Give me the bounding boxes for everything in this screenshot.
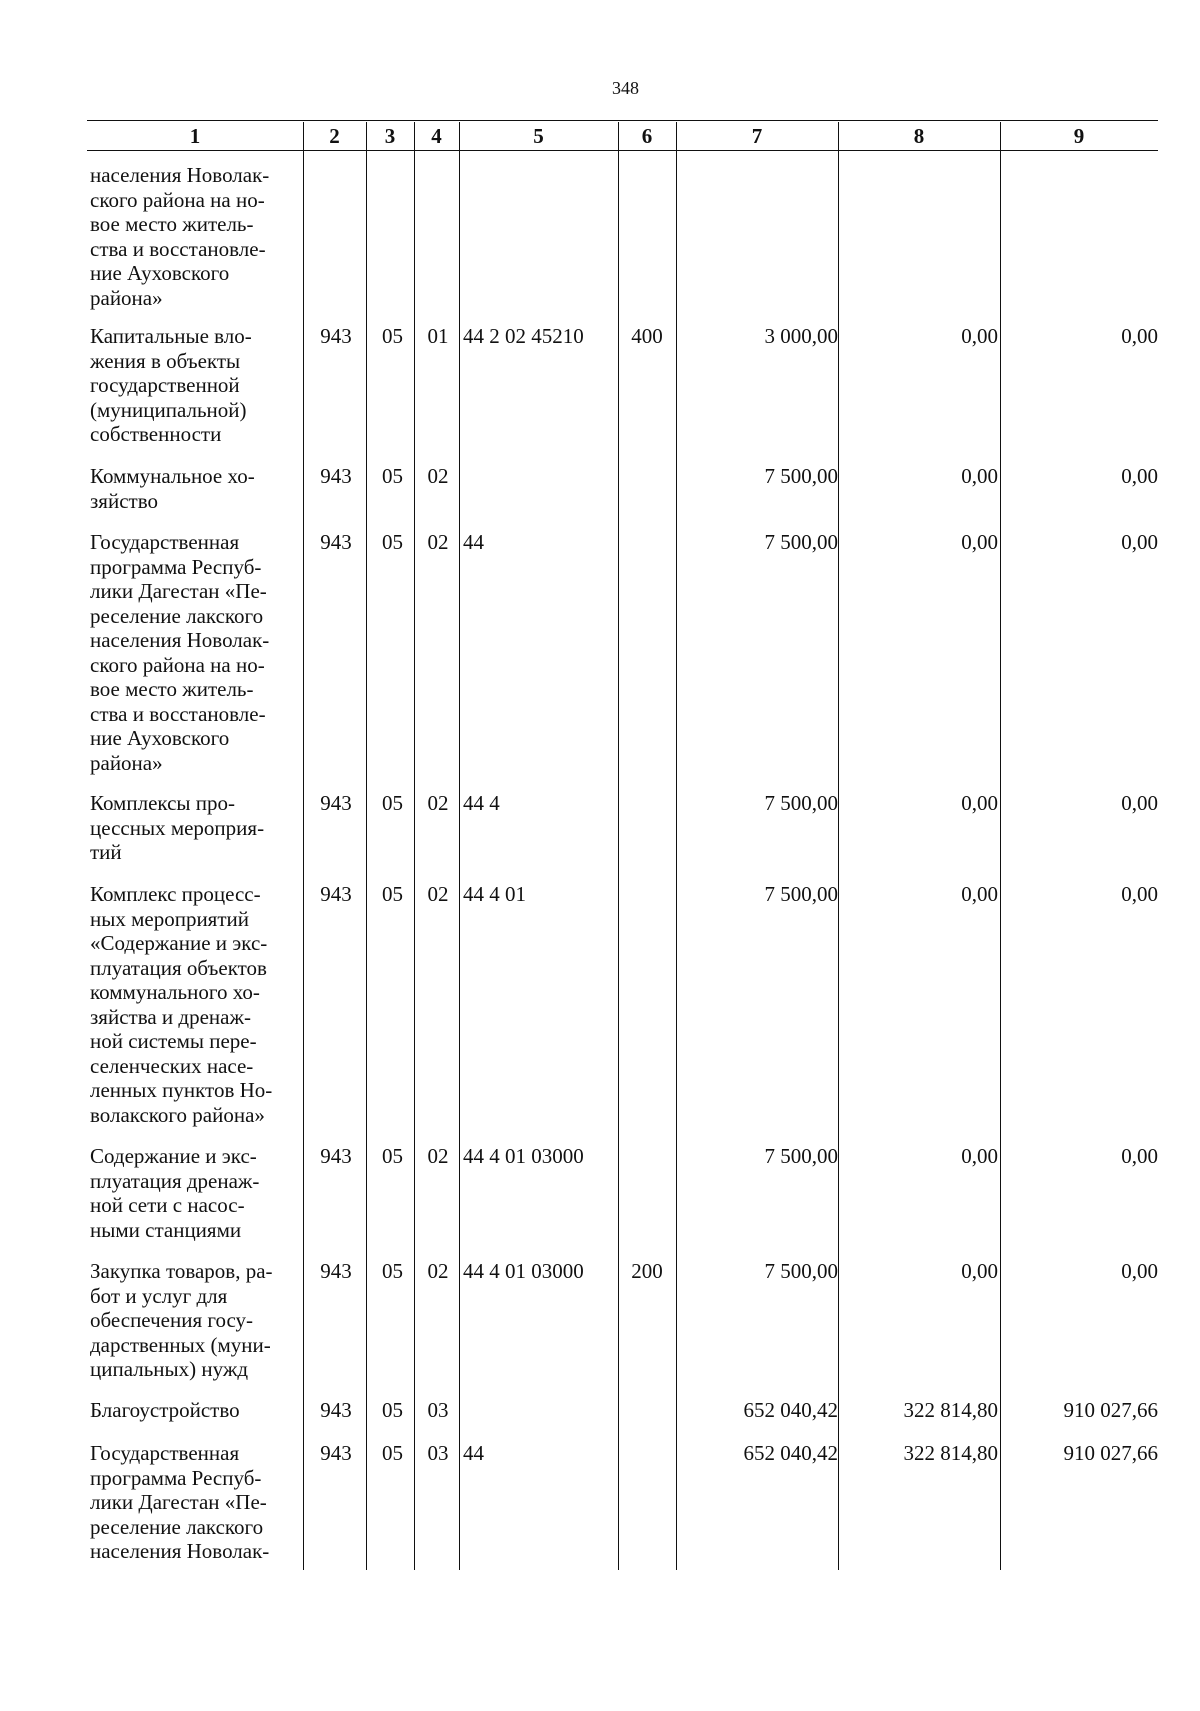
row-name: Содержание и экс- плуатация дренаж- ной сети с насос- ными станциями <box>90 1144 260 1242</box>
subsection-code: 02 <box>427 1144 449 1168</box>
amount-col-7: 652 040,42 <box>743 1398 838 1422</box>
admin-code: 943 <box>320 1259 352 1283</box>
section-code: 05 <box>382 324 403 348</box>
column-divider <box>459 122 460 1570</box>
amount-col-9: 910 027,66 <box>1063 1398 1158 1422</box>
amount-col-7: 7 500,00 <box>764 1144 838 1168</box>
admin-code: 943 <box>320 464 352 488</box>
section-code: 05 <box>382 1259 403 1283</box>
admin-code: 943 <box>320 1441 352 1465</box>
amount-col-8: 322 814,80 <box>903 1441 998 1465</box>
target-article-code: 44 4 01 <box>463 882 526 906</box>
amount-col-7: 652 040,42 <box>743 1441 838 1465</box>
column-header: 4 <box>431 124 442 148</box>
admin-code: 943 <box>320 1144 352 1168</box>
subsection-code: 02 <box>427 882 449 906</box>
amount-col-8: 0,00 <box>961 1144 998 1168</box>
subsection-code: 02 <box>427 1259 449 1283</box>
admin-code: 943 <box>320 530 352 554</box>
target-article-code: 44 4 <box>463 791 500 815</box>
amount-col-7: 7 500,00 <box>764 791 838 815</box>
header-bottom-rule <box>87 150 1158 151</box>
amount-col-9: 0,00 <box>1121 791 1158 815</box>
expense-type-code: 200 <box>631 1259 663 1283</box>
section-code: 05 <box>382 530 403 554</box>
row-name: Благоустройство <box>90 1398 240 1422</box>
subsection-code: 01 <box>427 324 449 348</box>
column-header: 2 <box>329 124 340 148</box>
section-code: 05 <box>382 791 403 815</box>
amount-col-8: 0,00 <box>961 882 998 906</box>
amount-col-9: 0,00 <box>1121 464 1158 488</box>
amount-col-8: 0,00 <box>961 324 998 348</box>
column-divider <box>303 122 304 1570</box>
page-number: 348 <box>612 78 639 98</box>
expense-type-code: 400 <box>631 324 663 348</box>
subsection-code: 02 <box>427 464 449 488</box>
admin-code: 943 <box>320 882 352 906</box>
amount-col-7: 7 500,00 <box>764 1259 838 1283</box>
subsection-code: 02 <box>427 530 449 554</box>
amount-col-9: 0,00 <box>1121 324 1158 348</box>
amount-col-9: 0,00 <box>1121 530 1158 554</box>
column-header: 1 <box>189 124 201 148</box>
table-top-rule <box>87 120 1158 121</box>
amount-col-9: 910 027,66 <box>1063 1441 1158 1465</box>
amount-col-7: 7 500,00 <box>764 882 838 906</box>
section-code: 05 <box>382 1441 403 1465</box>
row-name: Коммунальное хо- зяйство <box>90 464 255 513</box>
column-header: 5 <box>533 124 544 148</box>
column-divider <box>366 122 367 1570</box>
row-name: Государственная программа Респуб- лики Дагестан «Пе- реселение лакского населения Новолак- ского района на но- вое место житель- ства и восстановле- ние Ауховского района» <box>90 530 270 775</box>
column-header: 9 <box>1073 124 1085 148</box>
target-article-code: 44 2 02 45210 <box>463 324 584 348</box>
column-header: 8 <box>913 124 925 148</box>
admin-code: 943 <box>320 791 352 815</box>
amount-col-7: 3 000,00 <box>764 324 838 348</box>
amount-col-9: 0,00 <box>1121 1259 1158 1283</box>
row-name: Комплексы про- цессных мероприя- тий <box>90 791 265 864</box>
subsection-code: 03 <box>427 1441 449 1465</box>
row-name: Закупка товаров, ра- бот и услуг для обеспечения госу- дарственных (муни- ципальных) нужд <box>90 1259 273 1381</box>
amount-col-7: 7 500,00 <box>764 464 838 488</box>
row-name: Комплекс процесс- ных мероприятий «Содержание и экс- плуатация объектов коммунального хо- зяйства и дренаж- ной системы пере- селенческих насе- ленных пунктов Но- волакского района» <box>90 882 273 1127</box>
section-code: 05 <box>382 1398 403 1422</box>
row-name: населения Новолак- ского района на но- вое место житель- ства и восстановле- ние Ауховского района» <box>90 163 270 310</box>
amount-col-8: 0,00 <box>961 464 998 488</box>
amount-col-8: 0,00 <box>961 791 998 815</box>
target-article-code: 44 <box>463 530 484 554</box>
column-header: 6 <box>641 124 653 148</box>
amount-col-8: 322 814,80 <box>903 1398 998 1422</box>
column-header: 7 <box>751 124 763 148</box>
section-code: 05 <box>382 882 403 906</box>
amount-col-9: 0,00 <box>1121 1144 1158 1168</box>
admin-code: 943 <box>320 1398 352 1422</box>
row-name: Капитальные вло- жения в объекты государственной (муниципальной) собственности <box>90 324 252 446</box>
subsection-code: 03 <box>427 1398 449 1422</box>
column-header: 3 <box>384 124 396 148</box>
row-name: Государственная программа Респуб- лики Дагестан «Пе- реселение лакского населения Новолак- <box>90 1441 270 1563</box>
subsection-code: 02 <box>427 791 449 815</box>
amount-col-8: 0,00 <box>961 530 998 554</box>
amount-col-8: 0,00 <box>961 1259 998 1283</box>
section-code: 05 <box>382 464 403 488</box>
admin-code: 943 <box>320 324 352 348</box>
target-article-code: 44 4 01 03000 <box>463 1144 584 1168</box>
target-article-code: 44 4 01 03000 <box>463 1259 584 1283</box>
amount-col-7: 7 500,00 <box>764 530 838 554</box>
amount-col-9: 0,00 <box>1121 882 1158 906</box>
section-code: 05 <box>382 1144 403 1168</box>
target-article-code: 44 <box>463 1441 484 1465</box>
